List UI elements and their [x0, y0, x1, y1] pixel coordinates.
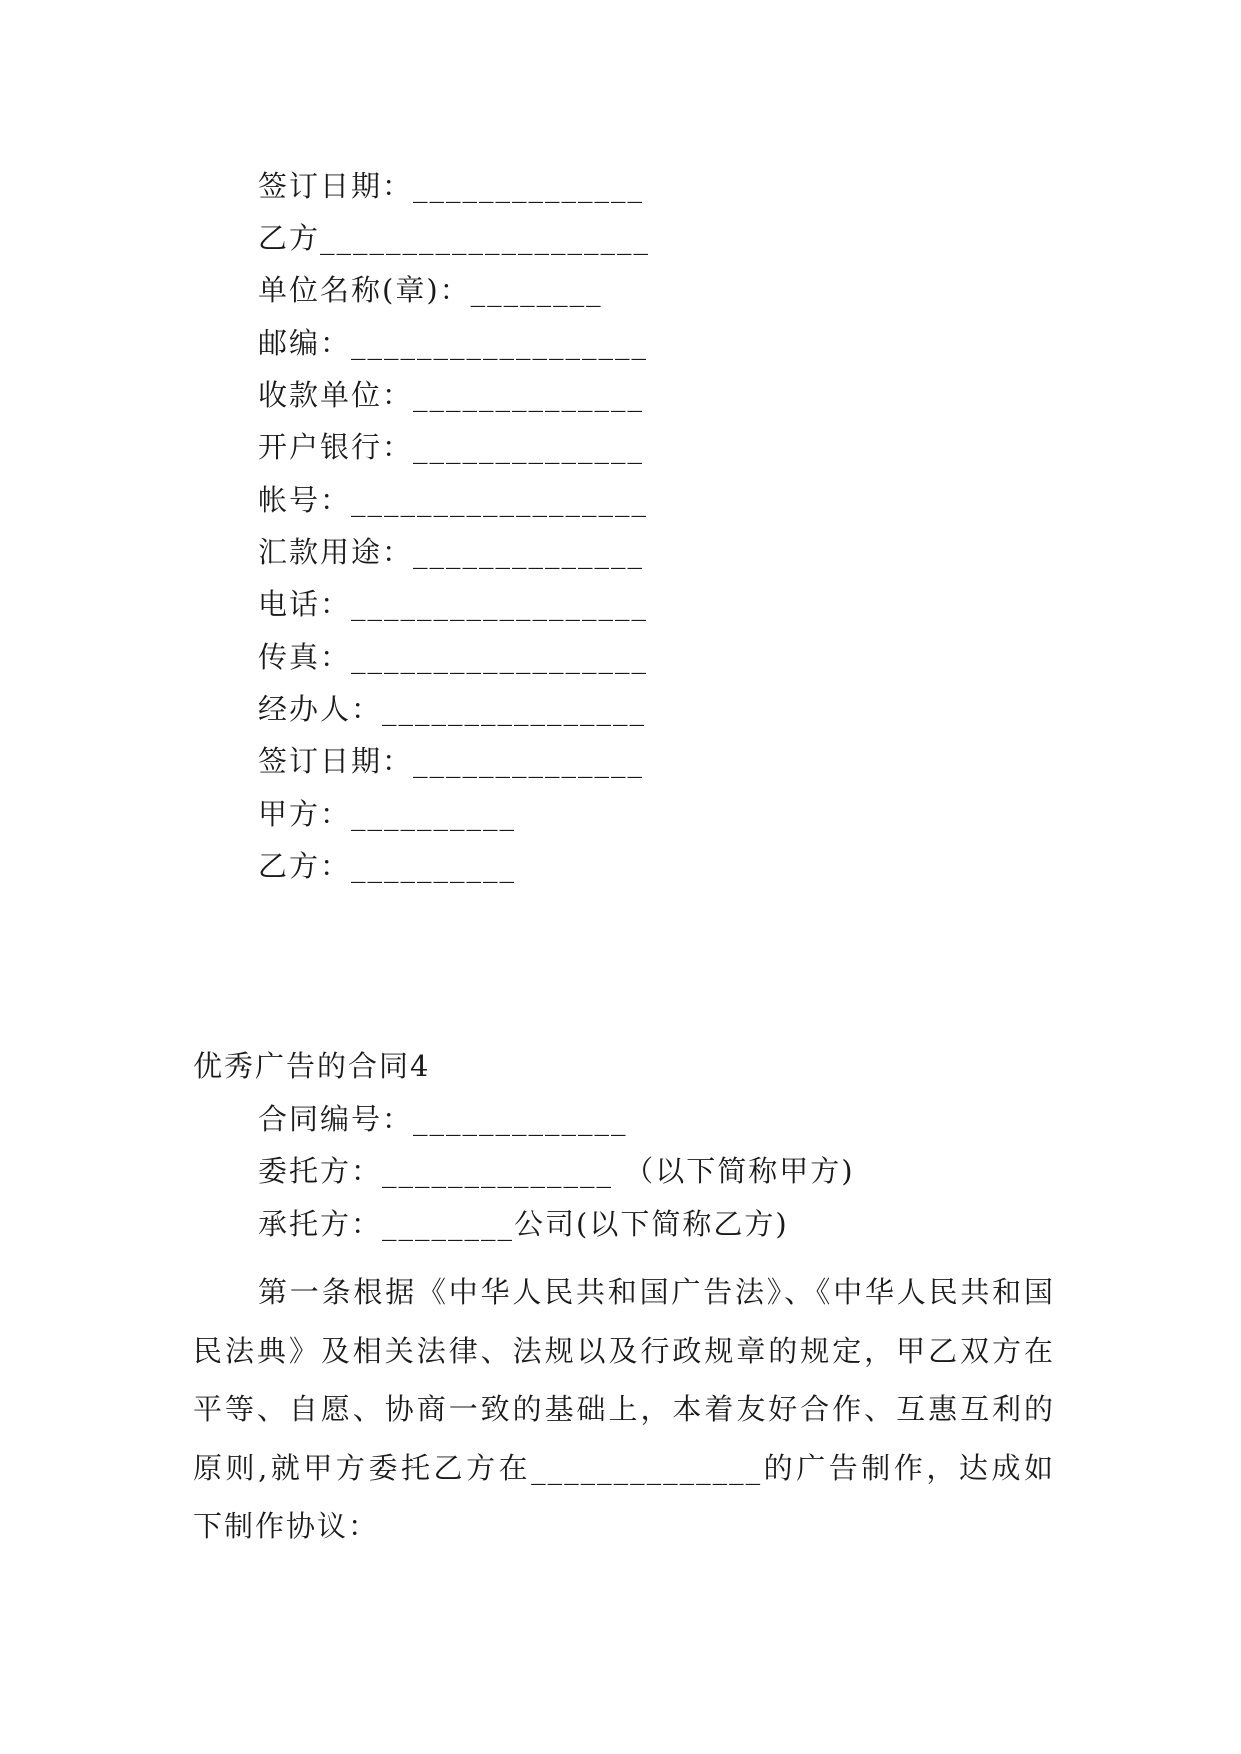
handler-line: 经办人：________________	[258, 692, 647, 726]
fax-line: 传真：__________________	[258, 640, 649, 674]
contract-title: 优秀广告的合同4	[193, 1049, 431, 1083]
contract-number-line: 合同编号：_____________	[258, 1102, 628, 1136]
payee-unit-line: 收款单位：______________	[258, 378, 645, 412]
party-b-signature-line: 乙方：__________	[258, 849, 517, 883]
article-one-paragraph: 第一条根据《中华人民共和国广告法》、《中华人民共和国民法典》及相关法律、法规以及行政规章的规定，甲乙双方在平等、自愿、协商一致的基础上，本着友好合作、互惠互利的原则,就甲方委托乙方在______________的广告制作，达成如下制作协议：	[193, 1275, 1055, 1543]
postcode-line: 邮编：__________________	[258, 326, 649, 360]
entrusting-party-line: 委托方：______________ （以下简称甲方)	[258, 1154, 855, 1188]
sign-date-line-2: 签订日期：______________	[258, 744, 645, 778]
unit-name-seal-line: 单位名称(章)：________	[258, 273, 603, 307]
account-number-line: 帐号：__________________	[258, 483, 649, 517]
phone-line: 电话：__________________	[258, 587, 649, 621]
bank-line: 开户银行：______________	[258, 430, 645, 464]
party-b-line: 乙方____________________	[258, 221, 651, 255]
contracted-party-line: 承托方：________公司(以下简称乙方)	[258, 1207, 789, 1241]
remittance-purpose-line: 汇款用途：______________	[258, 535, 645, 569]
sign-date-line-1: 签订日期：______________	[258, 169, 645, 203]
party-a-signature-line: 甲方：__________	[258, 797, 517, 831]
